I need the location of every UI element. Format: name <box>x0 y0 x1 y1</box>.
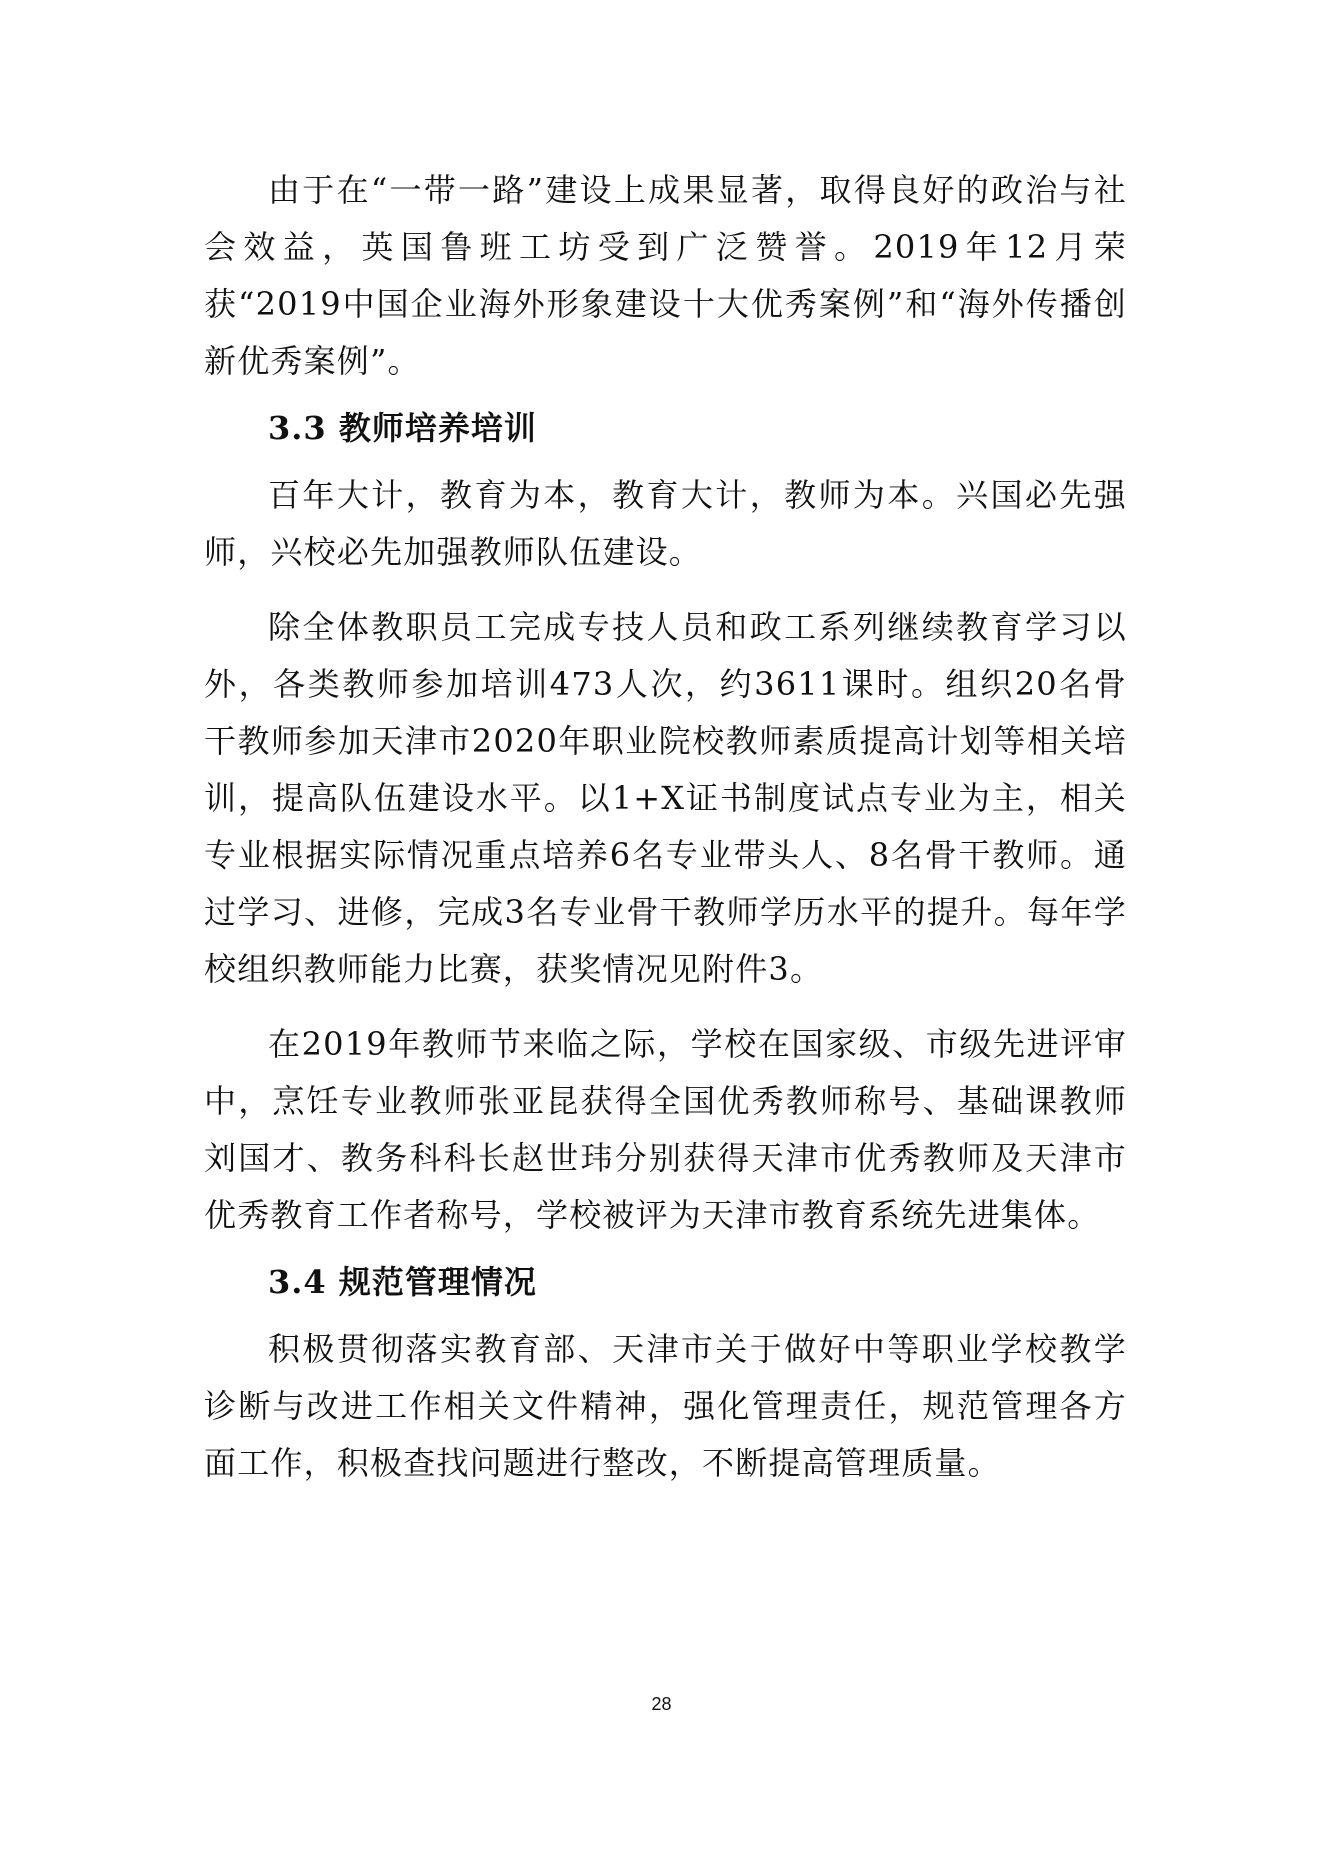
paragraph-luban-workshop: 由于在“一带一路”建设上成果显著，取得良好的政治与社会效益，英国鲁班工坊受到广泛赞誉。2019年12月荣获“2019中国企业海外形象建设十大优秀案例”和“海外传播创新优秀案例”。 <box>204 171 1127 380</box>
paragraph-teacher-awards: 在2019年教师节来临之际，学校在国家级、市级先进评审中，烹饪专业教师张亚昆获得全国优秀教师称号、基础课教师刘国才、教务科科长赵世玮分别获得天津市优秀教师及天津市优秀教育工作者称号，学校被评为天津市教育系统先进集体。 <box>204 1025 1127 1234</box>
section-heading-3-4: 3.4 规范管理情况 <box>268 1263 537 1301</box>
document-body <box>204 162 1127 1492</box>
section-heading-3-3: 3.3 教师培养培训 <box>268 409 537 447</box>
page-number: 28 <box>651 1694 672 1714</box>
paragraph-teacher-training: 除全体教职员工完成专技人员和政工系列继续教育学习以外，各类教师参加培训473人次，约3611课时。组织20名骨干教师参加天津市2020年职业院校教师素质提高计划等相关培训，提高队伍建设水平。以1+X证书制度试点专业为主，相关专业根据实际情况重点培养6名专业带头人、8名骨干教师。通过学习、进修，完成3名专业骨干教师学历水平的提升。每年学校组织教师能力比赛，获奖情况见附件3。 <box>204 608 1127 988</box>
paragraph-teacher-importance: 百年大计，教育为本，教育大计，教师为本。兴国必先强师，兴校必先加强教师队伍建设。 <box>204 476 1127 571</box>
paragraph-management: 积极贯彻落实教育部、天津市关于做好中等职业学校教学诊断与改进工作相关文件精神，强化管理责任，规范管理各方面工作，积极查找问题进行整改，不断提高管理质量。 <box>204 1330 1127 1482</box>
